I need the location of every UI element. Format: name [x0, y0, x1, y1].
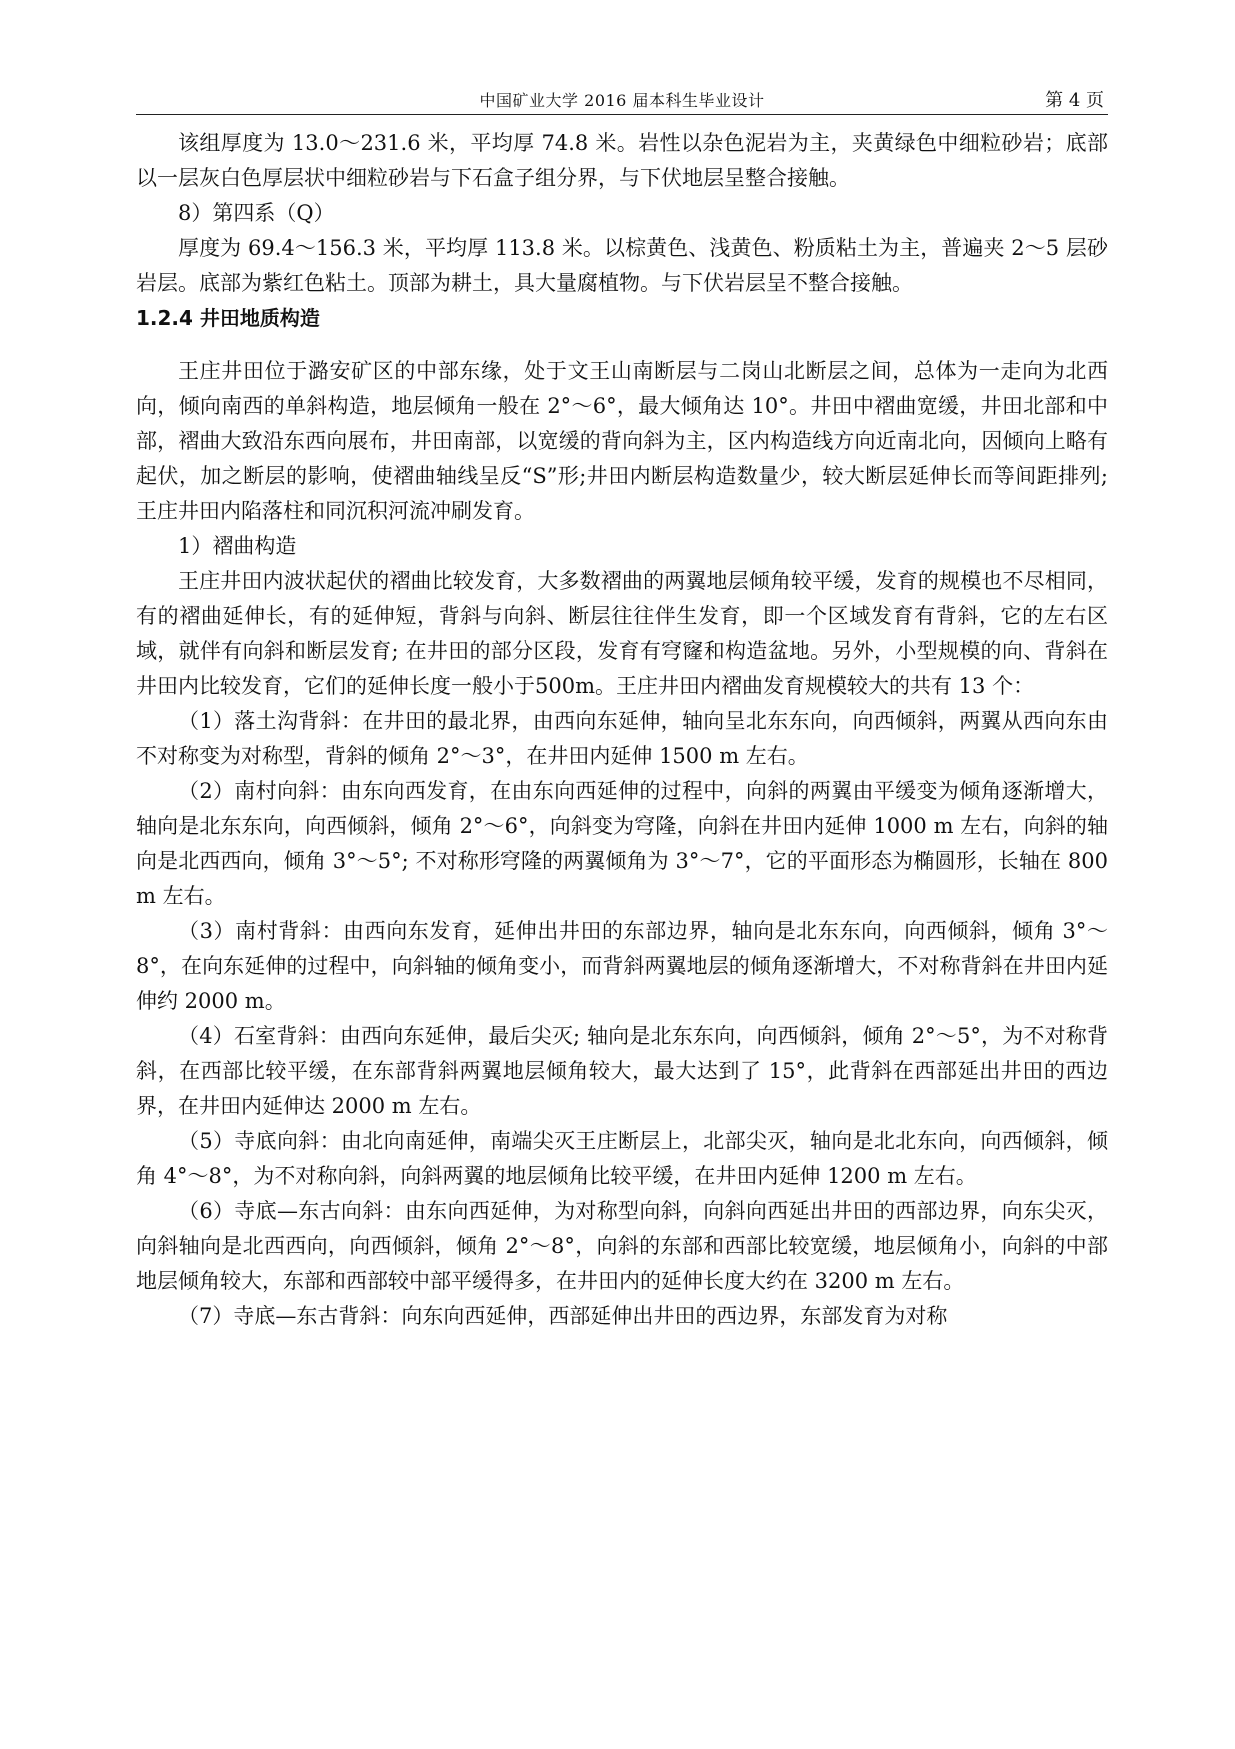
paragraph: 该组厚度为 13.0～231.6 米，平均厚 74.8 米。岩性以杂色泥岩为主，夹黄绿色中细粒砂岩；底部以一层灰白色厚层状中细粒砂岩与下石盒子组分界，与下伏地层呈整合接触。	[136, 131, 1108, 190]
paragraph: （2）南村向斜：由东向西发育，在由东向西延伸的过程中，向斜的两翼由平缓变为倾角逐渐增大，轴向是北东东向，向西倾斜，倾角 2°～6°，向斜变为穹隆，向斜在井田内延伸 1000 m 左右，向斜的轴向是北西西向，倾角 3°～5°; 不对称形穹隆的两翼倾角为 3°～7°，它的平面形态为椭圆形，长轴在 800 m 左右。	[136, 779, 1108, 908]
body-content	[136, 126, 1108, 1334]
paragraph: 1）褶曲构造	[178, 534, 297, 558]
paragraph: （1）落土沟背斜：在井田的最北界，由西向东延伸，轴向呈北东东向，向西倾斜，两翼从西向东由不对称变为对称型，背斜的倾角 2°～3°，在井田内延伸 1500 m 左右。	[136, 709, 1108, 768]
paragraph: （3）南村背斜：由西向东发育，延伸出井田的东部边界，轴向是北东东向，向西倾斜，倾角 3°～8°，在向东延伸的过程中，向斜轴的倾角变小，而背斜两翼地层的倾角逐渐增大，不对称背斜在井田内延伸约 2000 m。	[136, 919, 1108, 1013]
paragraph: 8）第四系（Q）	[178, 201, 335, 225]
paragraph: 王庄井田内波状起伏的褶曲比较发育，大多数褶曲的两翼地层倾角较平缓，发育的规模也不尽相同，有的褶曲延伸长，有的延伸短，背斜与向斜、断层往往伴生发育，即一个区域发育有背斜，它的左右区域，就伴有向斜和断层发育; 在井田的部分区段，发育有穹窿和构造盆地。另外，小型规模的向、背斜在井田内比较发育，它们的延伸长度一般小于500m。王庄井田内褶曲发育规模较大的共有 13 个：	[136, 569, 1108, 698]
paragraph: 王庄井田位于潞安矿区的中部东缘，处于文王山南断层与二岗山北断层之间，总体为一走向为北西向，倾向南西的单斜构造，地层倾角一般在 2°～6°，最大倾角达 10°。井田中褶曲宽缓，井田北部和中部，褶曲大致沿东西向展布，井田南部，以宽缓的背向斜为主，区内构造线方向近南北向，因倾向上略有起伏，加之断层的影响，使褶曲轴线呈反“S”形;井田内断层构造数量少，较大断层延伸长而等间距排列; 王庄井田内陷落柱和同沉积河流冲刷发育。	[136, 359, 1108, 523]
paragraph: 厚度为 69.4～156.3 米，平均厚 113.8 米。以棕黄色、浅黄色、粉质粘土为主，普遍夹 2～5 层砂岩层。底部为紫红色粘土。顶部为耕土，具大量腐植物。与下伏岩层呈不整合接触。	[136, 236, 1108, 295]
paragraph: （6）寺底—东古向斜：由东向西延伸，为对称型向斜，向斜向西延出井田的西部边界，向东尖灭，向斜轴向是北西西向，向西倾斜，倾角 2°～8°，向斜的东部和西部比较宽缓，地层倾角小，向斜的中部地层倾角较大，东部和西部较中部平缓得多，在井田内的延伸长度大约在 3200 m 左右。	[136, 1199, 1108, 1293]
page-number: 第 4 页	[1045, 90, 1104, 111]
paragraph: （7）寺底—东古背斜：向东向西延伸，西部延伸出井田的西边界，东部发育为对称	[178, 1304, 948, 1328]
page-header	[136, 86, 1108, 115]
section-heading: 1.2.4 井田地质构造	[136, 306, 320, 330]
header-title: 中国矿业大学 2016 届本科生毕业设计	[479, 91, 765, 110]
paragraph: （5）寺底向斜：由北向南延伸，南端尖灭王庄断层上，北部尖灭，轴向是北北东向，向西倾斜，倾角 4°～8°，为不对称向斜，向斜两翼的地层倾角比较平缓，在井田内延伸 1200 m 左右。	[136, 1129, 1108, 1188]
paragraph: （4）石室背斜：由西向东延伸，最后尖灭; 轴向是北东东向，向西倾斜，倾角 2°～5°，为不对称背斜，在西部比较平缓，在东部背斜两翼地层倾角较大，最大达到了 15°，此背斜在西部延出井田的西边界，在井田内延伸达 2000 m 左右。	[136, 1024, 1108, 1118]
